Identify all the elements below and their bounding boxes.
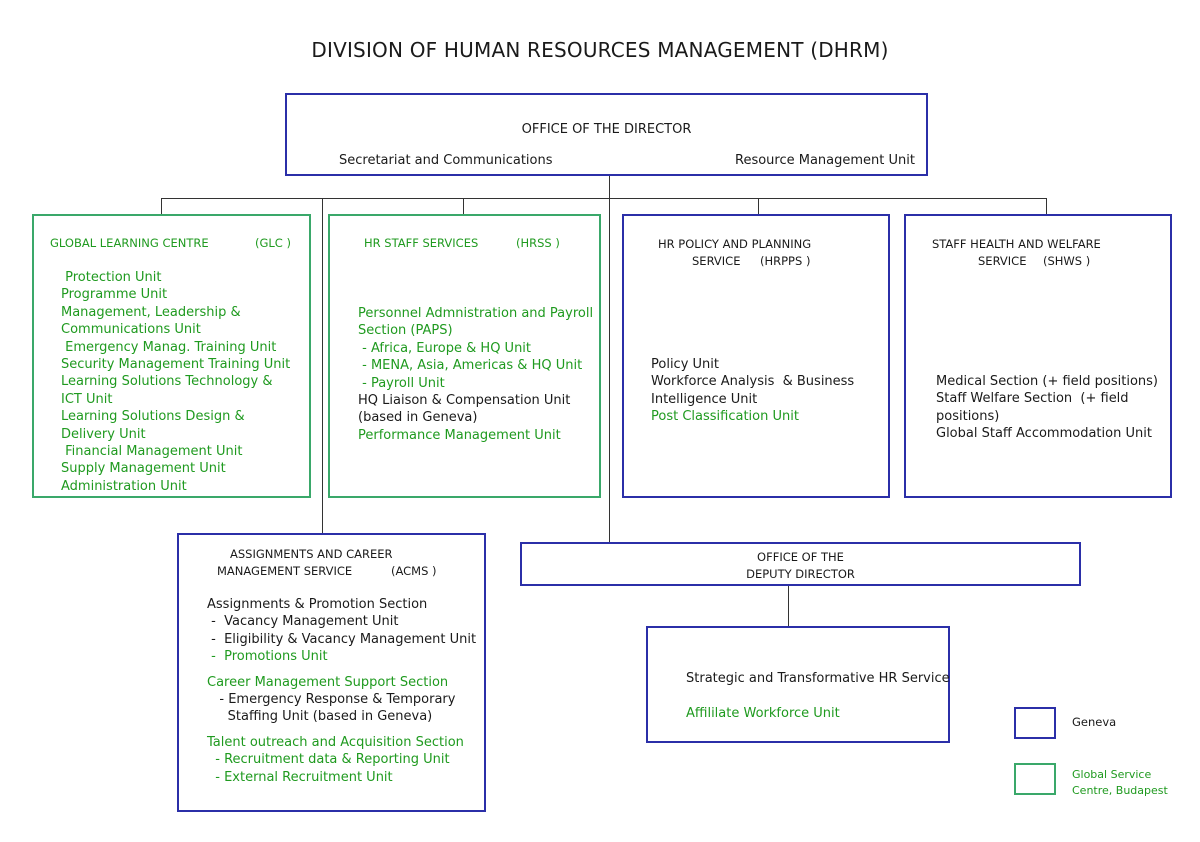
glc-unit-list [61,269,290,495]
glc-unit-item: Delivery Unit [61,426,146,442]
glc-unit-item: Management, Leadership & [61,304,241,320]
acms-unit-item [207,726,476,734]
hrss-unit-list [358,305,593,444]
hrpps-unit-item: Intelligence Unit [651,391,758,407]
acms-unit-item: - External Recruitment Unit [207,769,393,785]
director-resource-unit: Resource Management Unit [735,153,915,168]
legend-budapest-label-line2: Centre, Budapest [1072,784,1168,797]
hrss-unit-item: Section (PAPS) [358,323,453,339]
acms-unit-item: Career Management Support Section [207,674,449,690]
acms-title-line2: MANAGEMENT SERVICE [217,564,353,578]
glc-unit-item: Learning Solutions Technology & [61,374,273,390]
connector-shws [1046,198,1047,215]
office-of-director-box [285,93,928,176]
glc-unit-item: Emergency Manag. Training Unit [61,339,277,355]
legend-budapest-label-line1: Global Service [1072,768,1152,781]
acms-unit-item: - Recruitment data & Reporting Unit [207,752,450,768]
deputy-line2: DEPUTY DIRECTOR [746,567,855,581]
shws-unit-item: Medical Section (+ field positions) [936,374,1158,389]
glc-unit-item: Protection Unit [61,270,162,285]
acms-title-line1: ASSIGNMENTS AND CAREER [230,547,393,561]
shws-title-line1: STAFF HEALTH AND WELFARE [932,237,1101,251]
glc-unit-item: Programme Unit [61,287,168,303]
glc-unit-item: Learning Solutions Design & [61,409,245,425]
glc-unit-item: Supply Management Unit [61,461,226,477]
shws-box [904,214,1172,498]
glc-box [32,214,311,498]
hrss-abbr: (HRSS ) [516,236,560,250]
connector-deputy-sths [788,586,789,627]
glc-unit-item: Security Management Training Unit [61,357,291,373]
shws-unit-item: positions) [936,408,1000,424]
hrpps-unit-item: Policy Unit [651,357,719,372]
hrpps-unit-item: Post Classification Unit [651,409,799,425]
acms-unit-list [207,596,476,786]
connector-hrss [463,198,464,215]
hrpps-unit-list [651,356,854,426]
glc-unit-item: Financial Management Unit [61,444,243,460]
director-heading: OFFICE OF THE DIRECTOR [521,122,692,137]
deputy-line1: OFFICE OF THE [757,550,844,564]
hrss-box [328,214,601,498]
affiliate-workforce-unit: Affililate Workforce Unit [686,706,840,721]
shws-unit-item: Global Staff Accommodation Unit [936,426,1152,442]
glc-unit-item: Administration Unit [61,478,187,494]
hrss-title: HR STAFF SERVICES [364,236,479,250]
hrpps-unit-item: Workforce Analysis & Business [651,374,855,390]
legend-budapest-swatch [1014,763,1056,795]
connector-glc [161,198,162,215]
connector-director-down [609,175,610,543]
strategic-hr-service-title: Strategic and Transformative HR Service [686,671,950,686]
hrss-unit-item: HQ Liaison & Compensation Unit [358,393,571,409]
acms-unit-item: - Vacancy Management Unit [207,614,399,630]
legend-geneva-label: Geneva [1072,715,1117,729]
acms-unit-item [207,666,476,674]
shws-unit-list [936,373,1158,443]
acms-unit-item: - Emergency Response & Temporary [207,692,456,708]
hrpps-abbr: (HRPPS ) [760,254,811,268]
connector-hrpps [758,198,759,215]
hrss-unit-item: Performance Management Unit [358,427,561,443]
hrss-unit-item: (based in Geneva) [358,410,478,426]
deputy-director-box [520,542,1081,586]
chart-title: DIVISION OF HUMAN RESOURCES MANAGEMENT (DHRM) [311,38,889,62]
acms-unit-item: - Promotions Unit [207,649,328,665]
hrss-unit-item: - Payroll Unit [358,375,445,391]
acms-unit-item: Talent outreach and Acquisition Section [207,734,464,750]
hrss-unit-item: - Africa, Europe & HQ Unit [358,340,532,356]
hrpps-title-line1: HR POLICY AND PLANNING [658,237,812,251]
strategic-hr-service-box [646,626,950,743]
acms-unit-item: - Eligibility & Vacancy Management Unit [207,631,477,647]
acms-box [177,533,486,812]
acms-abbr: (ACMS ) [391,564,437,578]
acms-unit-item: Assignments & Promotion Section [207,597,428,612]
shws-abbr: (SHWS ) [1043,254,1091,268]
connector-acms [322,198,323,534]
connector-top-horizontal [161,198,1047,199]
shws-unit-item: Staff Welfare Section (+ field [936,391,1129,407]
director-secretariat: Secretariat and Communications [339,153,553,168]
glc-unit-item: Communications Unit [61,322,201,338]
glc-unit-item: ICT Unit [61,391,113,407]
hrss-unit-item: Personnel Admnistration and Payroll [358,306,594,321]
acms-unit-item: Staffing Unit (based in Geneva) [207,709,433,725]
hrss-unit-item: - MENA, Asia, Americas & HQ Unit [358,358,583,374]
shws-title-line2: SERVICE [978,254,1027,268]
legend-geneva-swatch [1014,707,1056,739]
glc-title: GLOBAL LEARNING CENTRE [50,236,209,250]
hrpps-box [622,214,890,498]
glc-abbr: (GLC ) [255,236,291,250]
hrpps-title-line2: SERVICE [692,254,741,268]
